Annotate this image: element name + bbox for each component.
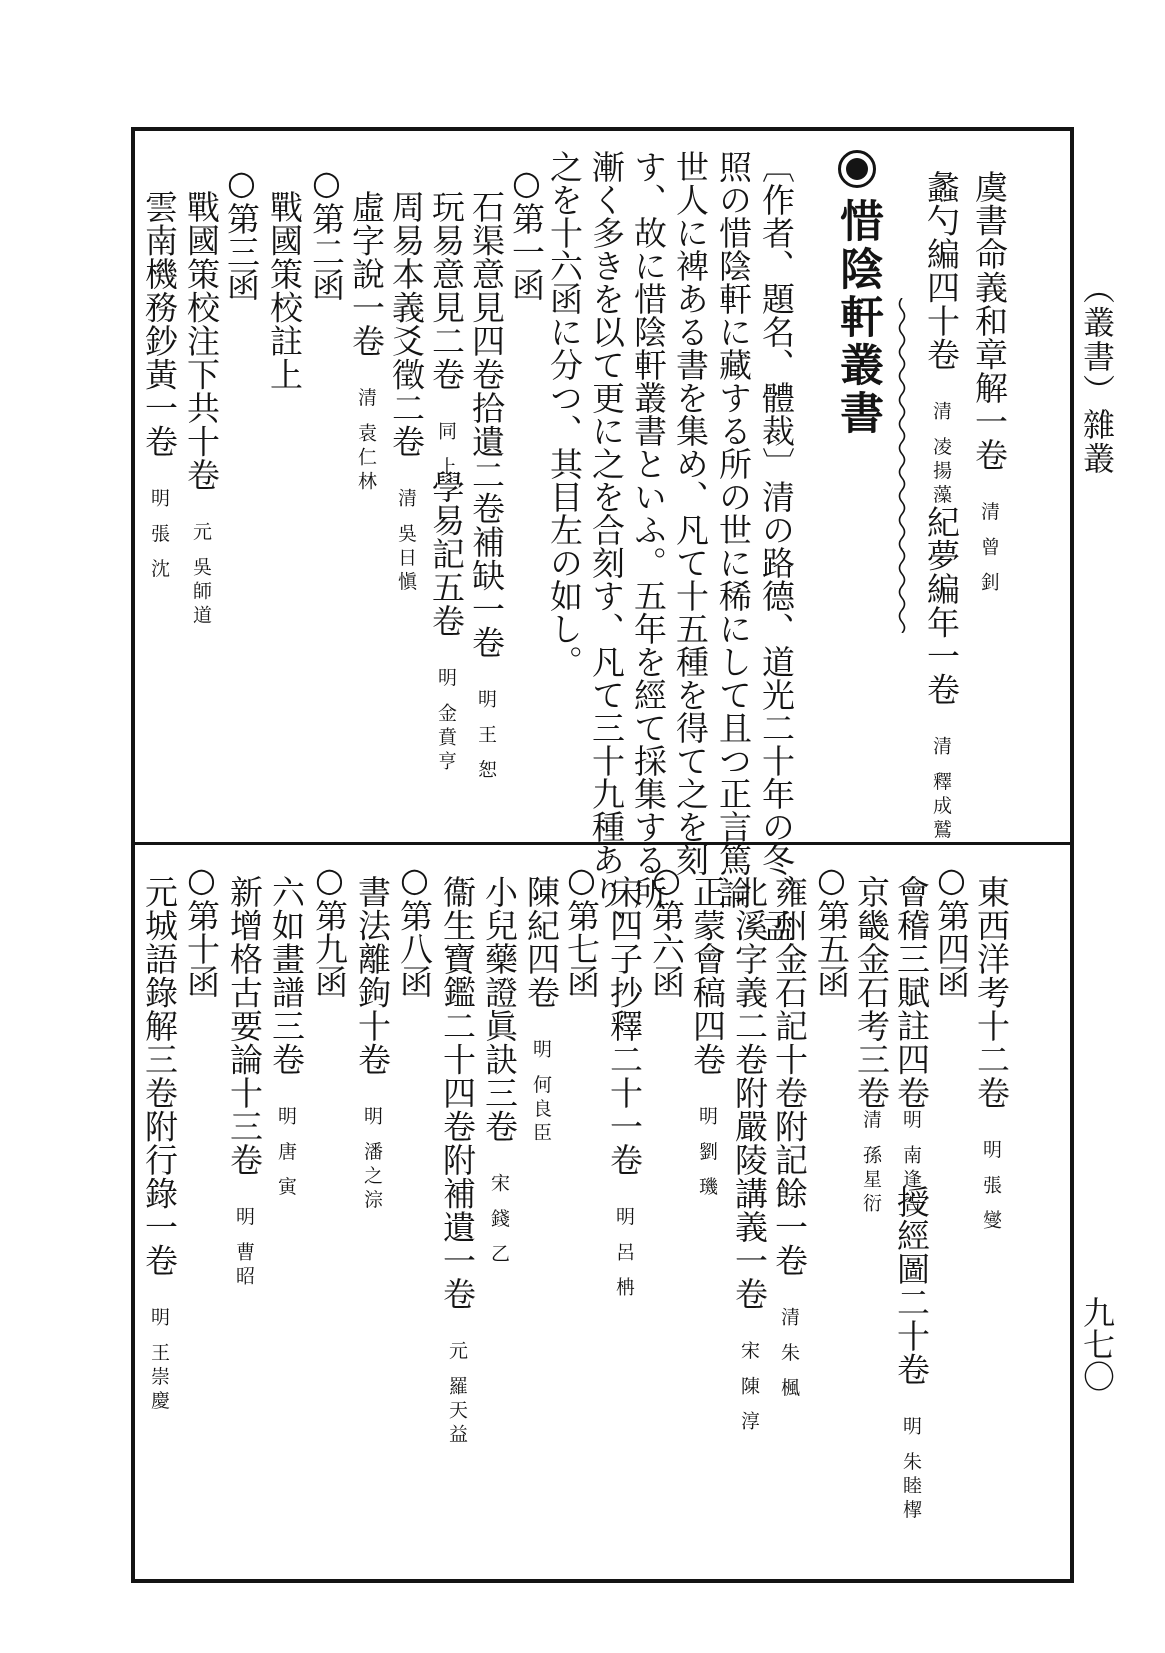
book-title: 周易本義爻徵二卷 (387, 190, 426, 458)
book-entry (522, 875, 561, 1147)
page-number: 九七〇 (1078, 1296, 1116, 1392)
book-title: 書法離鉤十卷 (353, 875, 392, 1076)
book-entry (730, 875, 769, 1435)
book-author: 元 羅天益 (446, 1340, 468, 1448)
book-entry (140, 190, 179, 583)
book-author: 元 吳師道 (190, 521, 212, 629)
intro-line-1: 〔作者、題名、體裁〕清の路德、道光二十年の冬、孟 (757, 150, 796, 942)
group-heading: ○第十函 (182, 860, 221, 998)
book-author: 清 袁仁林 (355, 387, 377, 495)
group-heading: ○第三函 (222, 163, 261, 301)
book-entry (353, 875, 392, 1214)
group-heading: ○第六函 (647, 860, 686, 998)
book-title: 北溪字義二卷附嚴陵講義一卷 (730, 875, 769, 1311)
book-title: 授經圖二十卷 (892, 1185, 931, 1386)
intro-line-6: 之を十六函に分つ、其目左の如し。 (545, 150, 584, 678)
book-author: 清 吳日愼 (395, 488, 417, 596)
book-author: 清 釋成鷲 (930, 736, 952, 844)
book-author: 同 上 (435, 421, 457, 481)
running-head: （叢書）雜叢 (1078, 272, 1116, 476)
book-entry (852, 875, 891, 1217)
book-author: 明 呂 柟 (613, 1206, 635, 1301)
book-entry (467, 190, 506, 784)
book-entry (387, 190, 426, 596)
book-title: 京畿金石考三卷 (852, 875, 891, 1110)
book-title: 雲南機務鈔黃一卷 (140, 190, 179, 458)
top-continued-entry-2b (922, 505, 961, 844)
book-author: 明 唐 寅 (275, 1106, 297, 1201)
group-heading: ○第八函 (395, 860, 434, 998)
book-title: 玩易意見二卷 (427, 190, 466, 391)
book-title: 學易記五卷 (427, 470, 466, 638)
book-entry-second (892, 1185, 931, 1524)
book-title: 戰國策校註上 (265, 190, 304, 391)
group-heading: ○第二函 (307, 163, 346, 301)
top-continued-entry-1 (970, 170, 1009, 596)
book-author: 清 孫星衍 (860, 1109, 882, 1217)
book-entry (438, 875, 477, 1448)
section-title: 惜陰軒叢書 (832, 198, 883, 438)
book-title: 新增格古要論十三卷 (225, 875, 264, 1177)
book-title: 正蒙會稿四卷 (688, 875, 727, 1076)
group-heading: ○第四函 (932, 860, 971, 998)
book-author: 明 何良臣 (530, 1039, 552, 1147)
book-entry (892, 875, 931, 1217)
book-author: 明 曹昭 (233, 1206, 255, 1290)
group-heading: ○第九函 (310, 860, 349, 998)
book-author: 清 朱 楓 (778, 1307, 800, 1402)
book-entry (480, 875, 519, 1268)
book-title: 紀夢編年一卷 (922, 505, 961, 706)
book-title: 宋四子抄釋二十一卷 (605, 875, 644, 1177)
book-title: 戰國策校注下共十卷 (182, 190, 221, 492)
book-entry (140, 875, 179, 1415)
book-title: 六如畫譜三卷 (267, 875, 306, 1076)
book-title: 虛字說一卷 (347, 190, 386, 358)
bullet-mark-icon (838, 150, 876, 188)
book-entry (972, 875, 1011, 1234)
book-author: 宋 錢 乙 (488, 1173, 510, 1268)
wavy-separator (895, 298, 909, 633)
group-heading: ○第五函 (812, 860, 851, 998)
book-entry (605, 875, 644, 1301)
group-heading: ○第七函 (562, 860, 601, 998)
book-entry (225, 875, 264, 1290)
book-author: 宋 陳 淳 (738, 1340, 760, 1435)
book-entry (427, 190, 466, 481)
book-title: 陳紀四卷 (522, 875, 561, 1009)
book-author: 明 南逢吉 (900, 1109, 922, 1217)
book-entry (265, 190, 304, 391)
book-entry (688, 875, 727, 1201)
book-author: 清 曾 釗 (978, 501, 1000, 596)
book-entry (770, 875, 809, 1402)
book-title: 雍州金石記十卷附記餘一卷 (770, 875, 809, 1277)
book-title: 元城語錄解三卷附行錄一卷 (140, 875, 179, 1277)
book-author: 明 劉 璣 (696, 1106, 718, 1201)
book-author: 清 凌揚藻 (930, 401, 952, 509)
book-entry (347, 190, 386, 495)
intro-line-4: す、故に惜陰軒叢書といふ。五年を經て採集する所 (629, 150, 668, 909)
book-title: 衞生寶鑑二十四卷附補遺一卷 (438, 875, 477, 1311)
book-title: 虞書命義和章解一卷 (970, 170, 1009, 472)
book-author: 明 金賁亨 (435, 667, 457, 775)
intro-line-5: 漸く多きを以て更に之を合刻す、凡て三十九種あり、 (587, 150, 626, 942)
intro-line-3: 世人に裨ある書を集め、凡て十五種を得て之を刻 (671, 150, 710, 876)
book-title: 東西洋考十二卷 (972, 875, 1011, 1110)
book-entry (182, 190, 221, 629)
book-author: 明 王 恕 (475, 689, 497, 784)
book-entry-second (427, 470, 466, 775)
book-author: 明 張 沈 (148, 488, 170, 583)
book-title: 小兒藥證眞訣三卷 (480, 875, 519, 1143)
book-title: 石渠意見四卷拾遺二卷補缺一卷 (467, 190, 506, 659)
book-entry (267, 875, 306, 1201)
intro-line-2: 照の惜陰軒に藏する所の世に稀にして且つ正言篤論 (714, 150, 753, 909)
book-title: 會稽三賦註四卷 (892, 875, 931, 1110)
top-continued-entry-2 (922, 170, 961, 509)
group-heading: ○第一函 (507, 163, 546, 301)
book-author: 明 朱睦㮮 (900, 1416, 922, 1524)
book-title: 蠡勺編四十卷 (922, 170, 961, 371)
book-author: 明 王崇慶 (148, 1307, 170, 1415)
book-author: 明 潘之淙 (361, 1106, 383, 1214)
book-author: 明 張 燮 (980, 1139, 1002, 1234)
